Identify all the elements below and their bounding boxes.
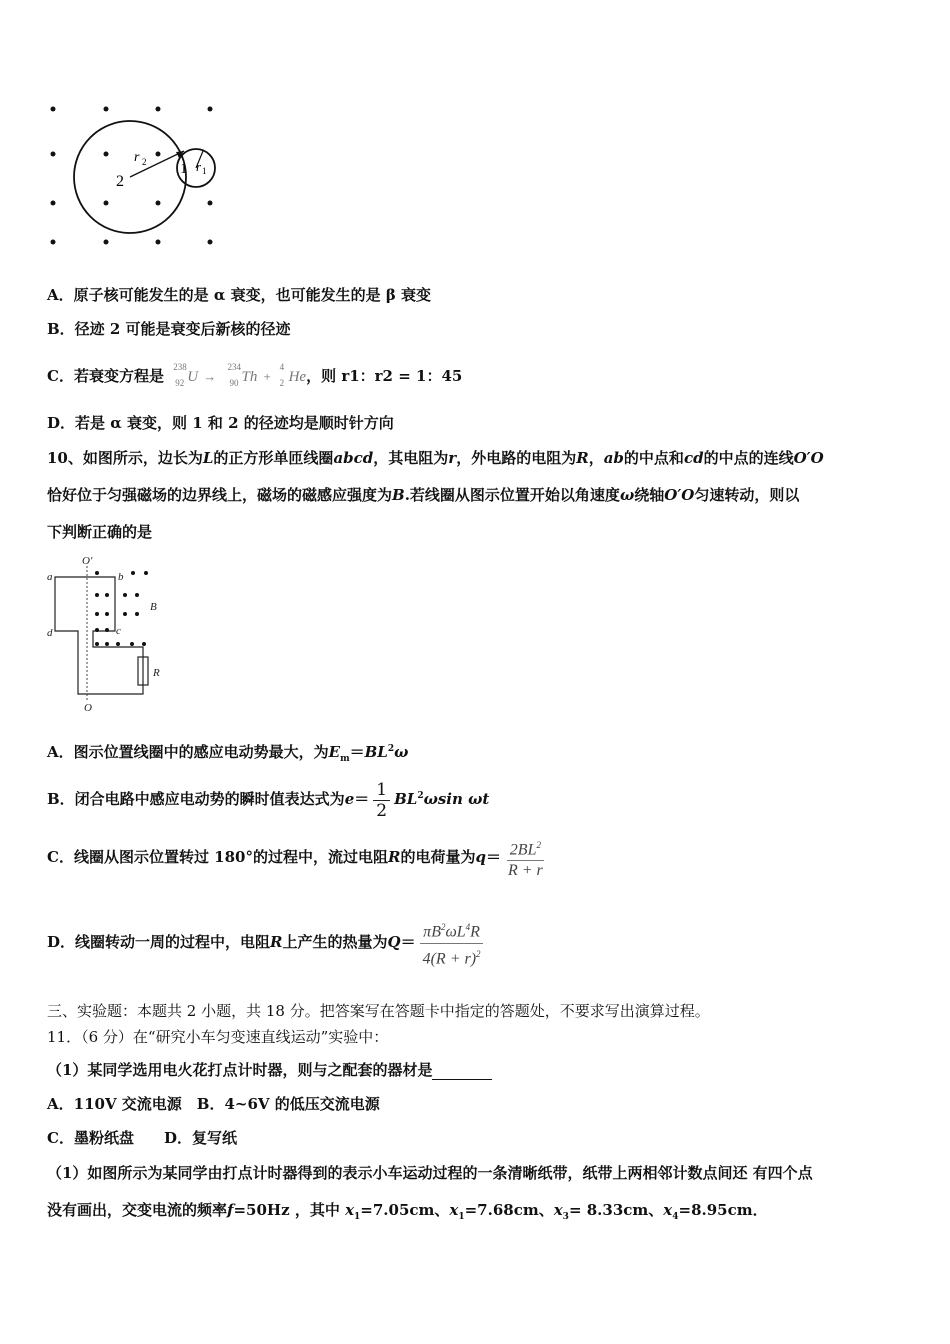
label-o-prime: O′ bbox=[82, 555, 93, 567]
coil-wire bbox=[55, 577, 143, 694]
plus-sign: + bbox=[262, 369, 272, 384]
fraction-heat: $\frac{\pi B^2\omega L^4R}{4(R + r)^2}$ bbox=[420, 917, 484, 969]
answer-blank[interactable] bbox=[432, 1063, 492, 1080]
label-resistor-r: R bbox=[153, 667, 160, 679]
q9-option-c bbox=[47, 362, 463, 388]
uranium-charge: 92 bbox=[175, 378, 185, 388]
q10-option-c: C．线圈从图示位置转过 180°的过程中，流过电阻R的电荷量为q＝ $\frac{2BL^2}{R + r}$ bbox=[47, 832, 550, 882]
q11-title: 11．（6 分）在“研究小车匀变速直线运动”实验中： bbox=[47, 1028, 389, 1046]
q10-stem-line2: 恰好位于匀强磁场的边界线上，磁场的磁感应强度为B.若线圈从图示位置开始以角速度ω绕轴O′O匀速转动，则以 bbox=[47, 486, 800, 504]
q10-option-a: A．图示位置线圈中的感应电动势最大，为$E_m=BL^2\omega$ bbox=[47, 743, 409, 764]
q11-sub2-line2: 没有画出，交变电流的频率f=50Hz ，其中 $x_1=7.05cm$、$x_1=7.68cm$、$x_3= 8.33cm$、$x_4=8.95cm$． bbox=[47, 1201, 768, 1222]
uranium-mass: 238 bbox=[173, 362, 187, 372]
coil-circuit-figure bbox=[40, 552, 180, 714]
q10-option-d: D．线圈转动一周的过程中，电阻R上产生的热量为Q＝ $\frac{\pi B^2\omega L^4R}{4(R + r)^2}$ bbox=[47, 916, 488, 968]
decay-track-figure bbox=[40, 95, 230, 255]
fraction-charge: $\frac{2BL^2}{R + r}$ bbox=[505, 835, 546, 881]
label-r1-sub: 1 bbox=[202, 166, 207, 176]
nuclide-uranium bbox=[173, 362, 199, 388]
label-d: d bbox=[47, 627, 53, 639]
label-field-b: B bbox=[150, 601, 157, 613]
label-a: a bbox=[47, 571, 53, 583]
q11-options-cd: C．墨粉纸盘 D．复写纸 bbox=[47, 1129, 237, 1147]
q10-stem-line3: 下判断正确的是 bbox=[47, 523, 153, 541]
fraction-one-half: $\frac{1}{2}$ bbox=[373, 780, 390, 821]
decay-arrow: → bbox=[203, 369, 217, 384]
nuclide-helium bbox=[279, 362, 307, 388]
q10-stem-line1: 10、如图所示，边长为L的正方形单匝线圈abcd，其电阻为r，外电路的电阻为R，ab的中点和cd的中点的连线O′O bbox=[47, 449, 824, 467]
q9-option-c-prefix: C．若衰变方程是 bbox=[47, 367, 164, 385]
label-r1: r bbox=[196, 159, 202, 174]
label-r2: r bbox=[134, 150, 140, 165]
label-r2-sub: 2 bbox=[142, 157, 147, 167]
nuclide-thorium bbox=[227, 362, 258, 388]
q9-option-b: B．径迹 2 可能是衰变后新核的径迹 bbox=[47, 320, 291, 338]
q9-option-d: D．若是 α 衰变，则 1 和 2 的径迹均是顺时针方向 bbox=[47, 414, 394, 432]
thorium-charge: 90 bbox=[229, 378, 239, 388]
section-3-header: 三、实验题：本题共 2 小题，共 18 分。把答案写在答题卡中指定的答题处，不要求写出演算过程。 bbox=[47, 1002, 710, 1020]
thorium-symbol: Th bbox=[241, 369, 258, 385]
helium-charge: 2 bbox=[279, 378, 285, 388]
label-c: c bbox=[116, 625, 121, 637]
label-1: 1 bbox=[180, 161, 188, 177]
label-2: 2 bbox=[116, 173, 124, 190]
q11-sub1: （1）某同学选用电火花打点计时器，则与之配套的器材是 bbox=[47, 1060, 492, 1080]
helium-mass: 4 bbox=[279, 362, 285, 372]
label-b: b bbox=[118, 571, 124, 583]
helium-symbol: He bbox=[288, 369, 307, 385]
thorium-mass: 234 bbox=[227, 362, 241, 372]
q11-sub2-line1: （1）如图所示为某同学由打点计时器得到的表示小车运动过程的一条清晰纸带，纸带上两相邻计数点间还 有四个点 bbox=[47, 1164, 813, 1182]
q10-option-b: B．闭合电路中感应电动势的瞬时值表达式为e＝ $\frac{1}{2}$ $BL^2\omega\sin$ ωt bbox=[47, 779, 490, 821]
q11-options-ab: A．110V 交流电源 B．4~6V 的低压交流电源 bbox=[47, 1095, 380, 1113]
q9-option-a: A．原子核可能发生的是 α 衰变，也可能发生的是 β 衰变 bbox=[47, 286, 432, 304]
label-o: O bbox=[84, 702, 92, 714]
q9-option-c-suffix: ，则 r1：r2 = 1：45 bbox=[306, 367, 463, 385]
uranium-symbol: U bbox=[187, 369, 199, 385]
